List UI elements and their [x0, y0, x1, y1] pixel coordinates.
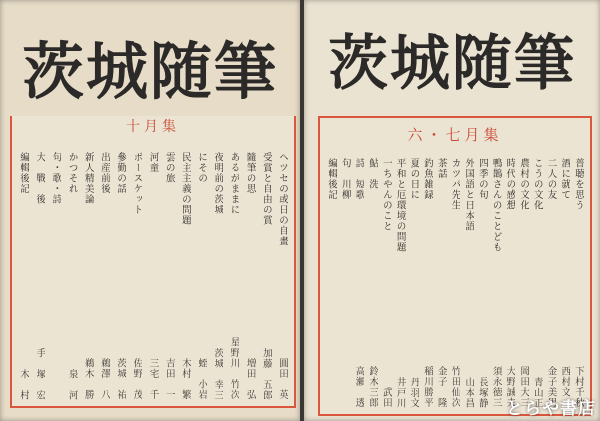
toc-entry: [546, 158, 557, 408]
toc-title: 夜明前の茨城: [212, 152, 224, 215]
toc-entry: [115, 152, 126, 400]
toc-title: 雲の旅: [163, 152, 175, 184]
toc-title: 普聴を思う: [572, 158, 584, 211]
toc-entry: [261, 152, 272, 400]
toc-author: 青山正: [531, 376, 543, 408]
toc-title: ボースケット: [131, 152, 143, 215]
toc-title: 句 川柳: [339, 158, 351, 200]
table-of-contents: [326, 158, 584, 408]
toc-author: 稲川勝平: [422, 366, 434, 408]
toc-title: 四季の旬: [476, 158, 488, 200]
toc-entry: [196, 152, 207, 400]
toc-author: 下村千秋: [572, 366, 584, 408]
toc-author: 鈴木三郎: [367, 366, 379, 408]
toc-title: ヘツセの或日の自畫: [277, 152, 288, 247]
toc-author: 須永徳三: [490, 366, 502, 408]
toc-entry: [422, 158, 433, 408]
toc-author: 鵜澤 八: [98, 358, 110, 400]
toc-title: あるがままに: [228, 152, 240, 215]
toc-title: 農村の文化: [518, 158, 530, 211]
toc-title: 詩 短歌: [353, 158, 365, 200]
toc-author: 泉 河: [66, 368, 78, 400]
toc-entry: [50, 152, 61, 400]
toc-author: 西村文一: [559, 366, 571, 408]
toc-title: 編輯後記: [326, 158, 337, 200]
toc-entry: [504, 158, 515, 408]
toc-entry: [326, 158, 337, 408]
issue-label: 六・七月集: [320, 124, 590, 145]
toc-title: 一ちやんのこと: [380, 158, 392, 232]
toc-author: 木 村: [18, 368, 29, 400]
toc-author: 茨城 祐: [115, 358, 127, 400]
toc-entry: [532, 158, 543, 408]
toc-entry: [395, 158, 406, 408]
magazine-title: 茨城随筆: [328, 29, 576, 99]
toc-author: 手 塚 宏: [34, 347, 46, 400]
toc-author: 大野誠夫: [504, 366, 516, 408]
toc-entry: [212, 152, 223, 400]
shop-watermark: とらや書店: [506, 399, 596, 419]
toc-author: 木村 繁: [179, 358, 191, 400]
toc-title: かつそれ: [66, 152, 78, 194]
toc-entry: [228, 152, 239, 400]
toc-entry: [573, 158, 584, 408]
toc-entry: [83, 152, 94, 400]
toc-author: 佐野 茂: [131, 358, 143, 400]
toc-author: 岡田大三: [518, 366, 530, 408]
toc-entry: [353, 158, 364, 408]
contents-box: [318, 116, 592, 416]
toc-entry: [34, 152, 45, 400]
toc-title: 新人精美論: [82, 152, 94, 205]
toc-entry: [463, 158, 474, 408]
toc-entry: [18, 152, 29, 400]
toc-entry: [491, 158, 502, 408]
toc-author: 圓田 英: [277, 358, 288, 400]
toc-entry: [367, 158, 378, 408]
toc-entry: [340, 158, 351, 408]
toc-title: 民主主義の問題: [179, 152, 191, 226]
toc-title: 隨筆の思: [244, 152, 256, 194]
toc-entry: [245, 152, 256, 400]
toc-title: 鴨鵲さんのことども: [490, 158, 502, 253]
toc-title: 外国語と日本語: [463, 158, 475, 232]
toc-entry: [449, 158, 460, 408]
toc-entry: [99, 152, 110, 400]
toc-author: 井戸川: [394, 376, 406, 408]
toc-title: 編輯後記: [18, 152, 29, 194]
magazine-title: 茨城随筆: [21, 35, 278, 108]
toc-entry: [180, 152, 191, 400]
toc-author: 武田: [380, 387, 392, 408]
table-of-contents: [18, 152, 288, 400]
toc-title: 茶話: [435, 158, 447, 179]
toc-title: 時代の感想: [504, 158, 516, 211]
toc-title: 酒に就て: [559, 158, 571, 200]
toc-entry: [436, 158, 447, 408]
toc-title: 鮎 洗: [367, 158, 379, 190]
issue-label: 十月集: [12, 116, 294, 136]
toc-title: にその: [196, 152, 208, 184]
toc-entry: [131, 152, 142, 400]
toc-author: 長塚静: [476, 376, 488, 408]
toc-title: 二人の友: [545, 158, 557, 200]
toc-author: 星野川 竹次: [228, 337, 240, 400]
toc-title: 河童: [147, 152, 159, 173]
toc-author: 竹田仙次: [449, 366, 461, 408]
toc-author: 加藤 五郎: [260, 347, 272, 400]
toc-entry: [518, 158, 529, 408]
toc-title: カツパ先生: [449, 158, 461, 211]
cover-june-july-issue: [304, 0, 600, 421]
toc-author: 増田 弘: [244, 358, 256, 400]
toc-author: 丹羽文: [408, 376, 420, 408]
toc-entry: [477, 158, 488, 408]
toc-title: 參勤の話: [115, 152, 127, 194]
toc-entry: [67, 152, 78, 400]
toc-entry: [381, 158, 392, 408]
contents-box: [10, 116, 296, 408]
toc-entry: [559, 158, 570, 408]
toc-title: こうの文化: [531, 158, 543, 211]
toc-title: 大 戰 後: [34, 152, 46, 205]
toc-entry: [164, 152, 175, 400]
toc-author: 三宅 千: [147, 358, 159, 400]
toc-entry: [408, 158, 419, 408]
toc-title: 句・歌・詩: [50, 152, 62, 205]
toc-entry: [148, 152, 159, 400]
toc-title: 受賞と自由の賞: [260, 152, 272, 226]
toc-author: 金子 隆: [435, 366, 447, 408]
toc-title: 平和と厄環境の問題: [394, 158, 406, 253]
toc-title: 夏の日に: [408, 158, 420, 200]
toc-author: 高瀬 透: [353, 366, 365, 408]
toc-author: 茨城 幸三: [212, 347, 224, 400]
toc-title: 釣魚雑録: [422, 158, 434, 200]
toc-author: 吉田 一: [163, 358, 175, 400]
toc-entry: [277, 152, 288, 400]
toc-author: 山本昌: [463, 376, 475, 408]
toc-author: 鵜木 勝: [82, 358, 94, 400]
toc-author: 金子美男: [545, 366, 557, 408]
toc-author: 蛭 小岩: [196, 358, 208, 400]
toc-title: 出産前後: [98, 152, 110, 194]
